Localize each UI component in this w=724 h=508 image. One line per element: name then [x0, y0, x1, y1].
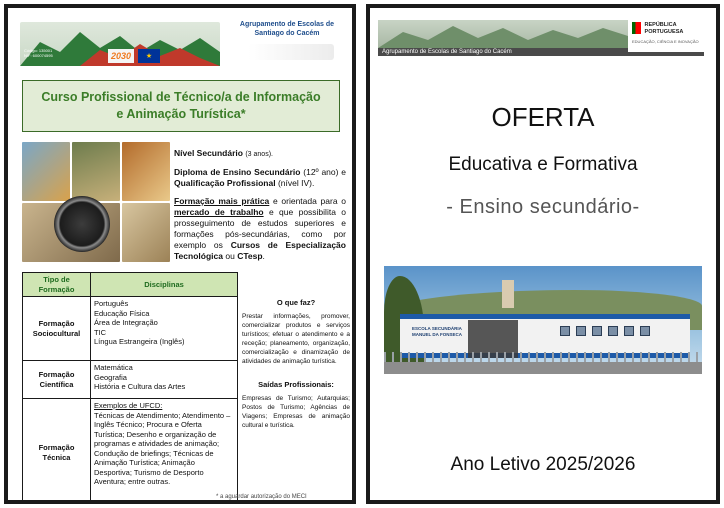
- school-building-photo: [384, 266, 702, 374]
- subjects-cell: [91, 399, 238, 501]
- republic-line2: PORTUGUESA: [644, 28, 684, 35]
- org-name-line2: Santiago do Cacém: [254, 30, 320, 37]
- what-does-title: O que faz?: [276, 298, 316, 307]
- column-type-header: Tipo de Formação: [23, 273, 91, 297]
- table-row: [23, 361, 238, 399]
- ufcd-title: Exemplos de UFCD:: [94, 401, 163, 410]
- org-name-line1: Agrupamento de Escolas de: [239, 21, 335, 28]
- training-highlight: Formação mais prática: [174, 196, 270, 206]
- compass-image: [54, 196, 110, 252]
- offer-cover-page: [366, 4, 720, 504]
- republic-logo: [632, 22, 702, 46]
- period: .: [262, 251, 265, 261]
- course-intro: [174, 148, 346, 269]
- mountain-logo-icon: [378, 20, 628, 48]
- collage-photo: [122, 142, 170, 201]
- collage-photo: [22, 142, 70, 201]
- curriculum-table: [22, 272, 238, 500]
- diploma-text: [174, 167, 346, 189]
- offer-cover-content: [370, 8, 716, 500]
- footnote: * a aguardar autorização do MECI: [216, 494, 307, 500]
- course-title-line1: Curso Profissional de Técnico/a de Informação: [41, 90, 321, 104]
- table-header-row: [23, 273, 238, 297]
- offer-subheading: Educativa e Formativa: [448, 154, 638, 175]
- funding-logos: [108, 46, 288, 66]
- collage-photo: [72, 142, 120, 201]
- training-type-cell: Formação Técnica: [23, 399, 91, 501]
- ufcd-list: Técnicas de Atendimento; Atendimento – Inglês Técnico; Procura e Oferta Turística; Desenho e organização de programas e atividades de animação; Condução de briefings; Técnicas de Animação Turística; Animação Desportiva; Turismo de Desporto Aventura; entre outras.: [94, 410, 231, 486]
- window: [560, 326, 570, 336]
- subjects-cell: [91, 361, 238, 399]
- subject-item: História e Cultura das Artes: [94, 382, 186, 391]
- course-flyer-content: [8, 8, 352, 500]
- banner-school-name: Agrupamento de Escolas de Santiago do Cacém: [382, 49, 512, 55]
- offer-heading: OFERTA: [491, 102, 595, 132]
- subject-item: Área de Integração: [94, 318, 158, 327]
- subject-item: Língua Estrangeira (Inglês): [94, 337, 185, 346]
- subjects-cell: [91, 297, 238, 361]
- diploma-label: Diploma de Ensino Secundário: [174, 167, 301, 177]
- window: [608, 326, 618, 336]
- government-logo: [164, 49, 194, 63]
- subject-item: Português: [94, 299, 129, 308]
- ctesp-label: CTesp: [237, 251, 263, 261]
- level-text: [174, 148, 346, 160]
- course-title-line2: e Animação Turística*: [116, 107, 246, 121]
- republic-line1: REPÚBLICA: [644, 22, 677, 28]
- job-description: [242, 298, 350, 444]
- or-text: ou: [225, 251, 235, 261]
- portugal-flag-icon: [632, 22, 641, 34]
- training-type-cell: Formação Científica: [23, 361, 91, 399]
- subject-item: TIC: [94, 327, 107, 337]
- training-text: [174, 196, 346, 262]
- ministry-name: EDUCAÇÃO, CIÊNCIA E INOVAÇÃO: [632, 39, 699, 44]
- portugal-2030-logo: 2030: [108, 49, 134, 63]
- banner-strip: [554, 52, 704, 56]
- window: [640, 326, 650, 336]
- building-trim: [400, 314, 690, 319]
- school-sign-line2: MANUEL DA FONSECA: [412, 332, 463, 337]
- window: [624, 326, 634, 336]
- subject-item: Geografia: [94, 372, 127, 382]
- course-flyer-page: [4, 4, 356, 504]
- photo-ground: [384, 362, 702, 374]
- training-text-end: e que possibilita o prosseguimento de estudos superiores e formações pós-secundárias, como por exemplo os: [174, 207, 346, 250]
- building-windows: [560, 326, 650, 336]
- cet-courses: Cursos de Especialização Tecnológica: [174, 240, 346, 261]
- table-row: [23, 297, 238, 361]
- school-nif-line: NIF: 600074595: [24, 53, 53, 58]
- qualification-label: Qualificação Profissional: [174, 178, 276, 188]
- collage-photo: [122, 203, 170, 262]
- photo-tower: [502, 280, 514, 308]
- diploma-grade: (12º ano) e: [303, 167, 346, 177]
- flyer-header: [12, 12, 348, 68]
- training-type-cell: Formação Sociocultural: [23, 297, 91, 361]
- qualification-level: (nível IV).: [277, 178, 315, 188]
- training-text-mid: e orientada para o: [272, 196, 346, 206]
- school-group-name: [232, 20, 342, 38]
- subject-item: Matemática: [94, 363, 133, 372]
- window: [592, 326, 602, 336]
- column-subjects-header: Disciplinas: [91, 273, 238, 297]
- photo-fence: [384, 352, 702, 362]
- eu-flag-icon: ★: [138, 49, 160, 63]
- what-does-text: Prestar informações, promover, comercializar produtos e serviços turísticos; efetuar o atendimento e a receção; planeamento, organização, comercialização e dinamização de atividades de animação turística.: [242, 313, 350, 365]
- career-exits-title: Saídas Profissionais:: [258, 380, 334, 389]
- table-row: [23, 399, 238, 501]
- subject-item: Educação Física: [94, 308, 150, 318]
- level-label: Nível Secundário: [174, 148, 243, 158]
- cover-banner: [378, 20, 628, 56]
- window: [576, 326, 586, 336]
- school-code: [24, 48, 53, 58]
- school-code-line: Código: 135001: [24, 48, 53, 53]
- school-sign: [412, 326, 462, 338]
- level-duration: (3 anos).: [245, 151, 273, 158]
- republic-name: [645, 22, 684, 35]
- school-year: Ano Letivo 2025/2026: [450, 454, 636, 475]
- secondary-education-label: - Ensino secundário-: [446, 196, 640, 218]
- school-sign-line1: ESCOLA SECUNDÁRIA: [412, 326, 462, 331]
- job-market-highlight: mercado de trabalho: [174, 207, 264, 217]
- career-exits-text: Empresas de Turismo; Autarquias; Postos de Turismo; Agências de Viagens; Empresas de animação cultural e turística.: [242, 395, 350, 429]
- course-title: [22, 80, 340, 132]
